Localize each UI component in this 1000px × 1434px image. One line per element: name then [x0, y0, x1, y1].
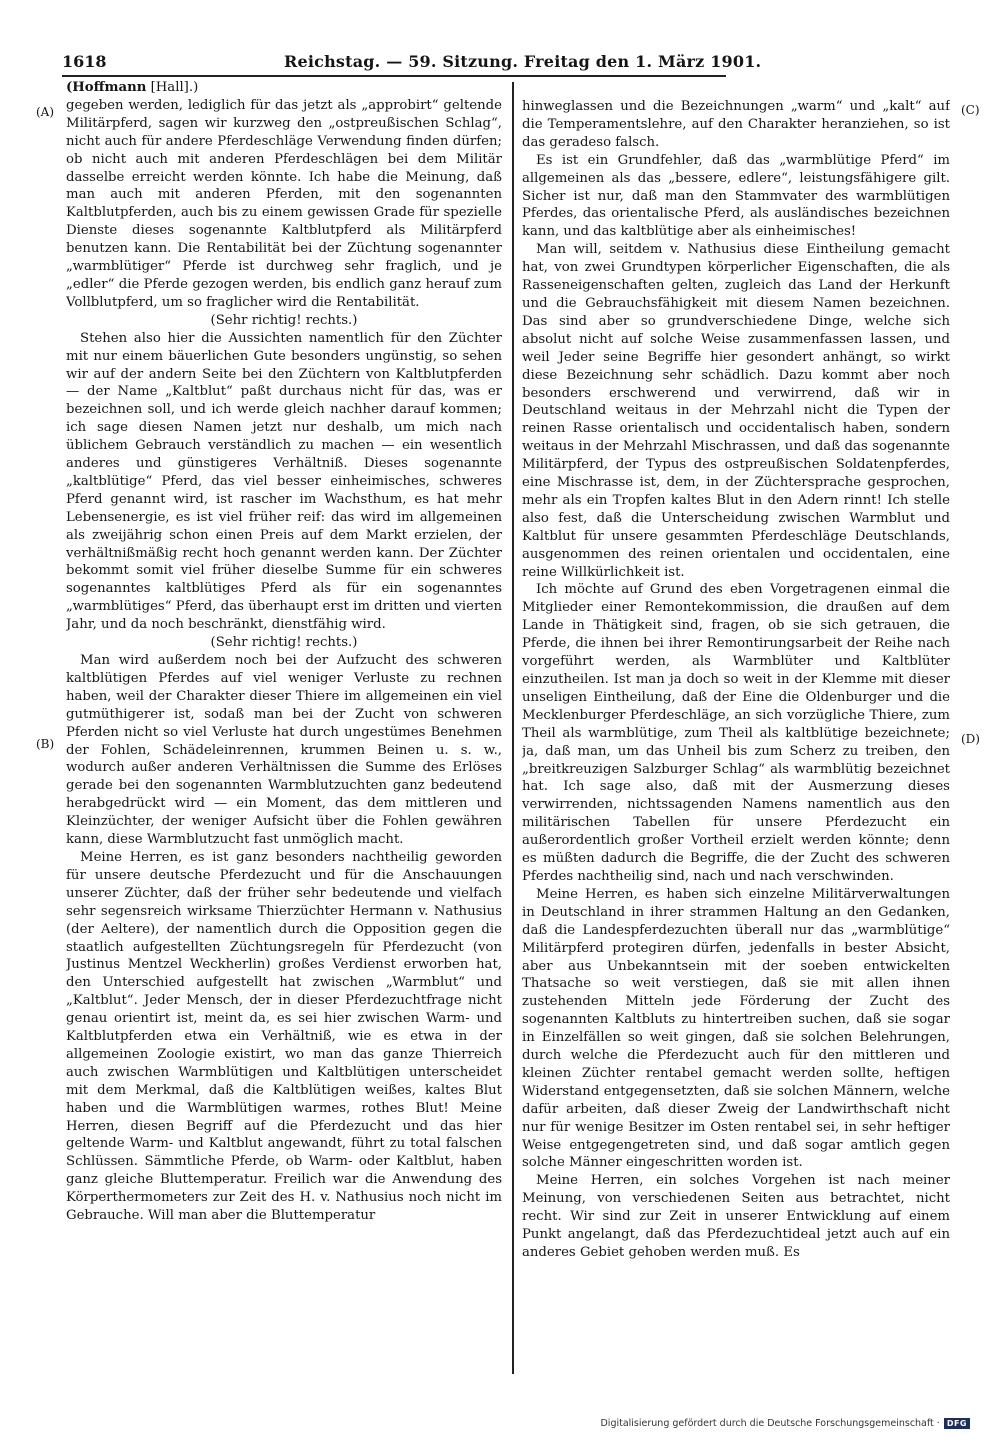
speaker-label	[66, 79, 502, 97]
header-rule	[62, 75, 726, 77]
paragraph: Meine Herren, es haben sich einzelne Militärverwaltungen in Deutschland in ihrer strammen Haltung an den Gedanken, daß die Landespferdezuchten überall nur das „warmblütige“ Militärpferd protegiren dürfen, jedenfalls in bester Absicht, aber aus Unbekanntsein mit der soeben entwickelten Thatsache so weit verstiegen, daß sie mit allen ihnen zustehenden Mitteln jede Förderung der Zucht des sogenannten Kaltbluts zu hintertreiben suchen, daß sie sogar in Einzelfällen so weit gingen, daß sie solchen Belehrungen, durch welche die Pferdezucht auch für den mittleren und kleinen Züchter rentabel gemacht werden sollte, heftigen Widerstand entgegensetzten, daß sie solchen Männern, welche dafür arbeiten, daß dieser Zweig der Landwirthschaft nicht nur für wenige Besitzer im Osten rentabel sei, in sehr heftiger Weise entgegengetreten sind, und daß sogar amtlich gegen solche Männer eingeschritten worden ist.	[522, 886, 950, 1171]
paragraph: Meine Herren, ein solches Vorgehen ist nach meiner Meinung, von verschiedenen Seiten aus betrachtet, nicht recht. Wir sind zur Zeit in unserer Entwicklung auf einem Punkt angelangt, daß das Pferdezuchtideal jetzt auch auf ein anderes Gebiet gehoben werden muß. Es	[522, 1173, 950, 1260]
margin-label-b: (B)	[36, 737, 55, 751]
interjection: (Sehr richtig! rechts.)	[210, 635, 358, 651]
interjection: (Sehr richtig! rechts.)	[210, 312, 358, 328]
credit-text: Digitalisierung gefördert durch die Deutsche Forschungsgemeinschaft ·	[600, 1418, 940, 1429]
running-title: Reichstag. — 59. Sitzung. Freitag den 1. März 1901.	[284, 52, 762, 71]
paragraph: Stehen also hier die Aussichten namentlich für den Züchter mit nur einem bäuerlichen Gute besonders ungünstig, so sehen wir auf der andern Seite bei den Züchtern von Kaltblutpferden — der Name „Kaltblut“ paßt durchaus nicht für das, was er bezeichnen soll, und ich werde gleich nachher darauf kommen; ich sage diesen Namen jetzt nur deshalb, um mich nach üblichem Gebrauch verständlich zu machen — ein wesentlich anderes und günstigeres Verhältniß. Dieses sogenannte „kaltblütige“ Pferd, das viel besser einheimisches, schweres Pferd genannt wird, ist rascher im Wachsthum, es hat mehr Lebensenergie, es ist viel früher reif: das wird im allgemeinen als zweijährig schon einen Preis auf dem Markt erzielen, der verhältnißmäßig recht hoch genannt werden kann. Der Züchter bekommt somit viel früher dieselbe Summe für ein schweres sogenanntes kaltblütiges Pferd als für ein sogenanntes „warmblütiges“ Pferd, das überhaupt erst im dritten und vierten Jahr, und da noch beschränkt, dienstfähig wird.	[66, 330, 502, 633]
paragraph: gegeben werden, lediglich für das jetzt als „approbirt“ geltende Militärpferd, sagen wir kurzweg den „ostpreußischen Schlag“, nicht auch für andere Pferdeschläge Verwendung finden dürfen; ob nicht auch mit anderen Pferdeschlägen bei dem Militär dasselbe erreicht werden könnte. Ich habe die Meinung, daß man auch mit anderen Pferden, mit den sogenannten Kaltblutpferden, auch bis zu einem gewissen Grade für spezielle Dienste dieses sogenannte Kaltblutpferd als Militärpferd benutzen kann. Die Rentabilität bei der Züchtung sogenannter „warmblütiger“ Pferde ist durchweg sehr fraglich, und je „edler“ die Pferde gezogen werden, bis endlich ganz herauf zum Vollblutpferd, um so fraglicher wird die Rentabilität.	[66, 97, 502, 310]
margin-label-d: (D)	[961, 732, 980, 746]
page-header	[62, 50, 762, 72]
left-column	[66, 79, 502, 1375]
paragraph: hinweglassen und die Bezeichnungen „warm“ und „kalt“ auf die Temperamentslehre, auf den Charakter heranziehen, so ist das geradeso falsch.	[522, 99, 950, 150]
dfg-logo: DFG	[944, 1418, 970, 1429]
margin-label-c: (C)	[961, 103, 980, 117]
speaker-place: [Hall].)	[146, 80, 199, 95]
right-column	[522, 98, 950, 1394]
paragraph: Man wird außerdem noch bei der Aufzucht des schweren kaltblütigen Pferdes auf viel weniger Verluste zu rechnen haben, weil der Charakter dieser Thiere im allgemeinen ein viel gutmüthigerer ist, sodaß man bei der Zucht von schweren Pferden nicht so viel Verluste hat durch ungestümes Benehmen der Fohlen, Schädeleinrennen, krummen Beinen u. s. w., wodurch außer anderen Verhältnissen die Summe des Erlöses gerade bei den sogenannten Warmblutzuchten ganz bedeutend herabgedrückt wird — ein Moment, das dem mittleren und Kleinzüchter, der weniger Aufsicht über die Fohlen gewähren kann, diese Warmblutzucht fast unmöglich macht.	[66, 653, 502, 848]
speaker-name: (Hoffmann	[66, 80, 147, 95]
paragraph: Meine Herren, es ist ganz besonders nachtheilig geworden für unsere deutsche Pferdezucht und für die Anschauungen unserer Züchter, daß der früher sehr bedeutende und vielfach sehr segensreich wirksame Thierzüchter Hermann v. Nathusius (der Aeltere), der namentlich durch die Opposition gegen die staatlich aufgestellten Züchtungsregeln für Pferdezucht (von Justinus Mentzel Weckherlin) großes Verdienst erworben hat, den Unterschied aufgestellt hat zwischen „Warmblut“ und „Kaltblut“. Jeder Mensch, der in dieser Pferdezuchtfrage nicht genau orientirt ist, meint da, es sei hier zwischen Warm- und Kaltblutpferden etwa ein Verhältniß, wie es etwa in der allgemeinen Zoologie existirt, wo man das ganze Thierreich auch zwischen Warmblütigen und Kaltblütigen unterscheidet mit dem Merkmal, daß die Kaltblütigen weißes, kaltes Blut haben und die Warmblütigen warmes, rothes Blut! Meine Herren, diesen Begriff auf die Pferdezucht und das hier geltende Warm- und Kaltblut angewandt, führt zu total falschen Schlüssen. Sämmtliche Pferde, ob Warm- oder Kaltblut, haben ganz gleiche Bluttemperatur. Freilich war die Anwendung des Körperthermometers zur Zeit des H. v. Nathusius noch nicht im Gebrauche. Will man aber die Bluttemperatur	[66, 849, 502, 1224]
page-number: 1618	[62, 52, 107, 71]
paragraph: Ich möchte auf Grund des eben Vorgetragenen einmal die Mitglieder einer Remontekommission, die draußen auf dem Lande in Thätigkeit sind, fragen, ob sie sich getrauen, die Pferde, die ihnen bei ihrer Remontirungsarbeit der Reihe nach vorgeführt werden, als Warmblüter und Kaltblüter einzutheilen. Ist man ja doch so weit in der Klemme mit dieser unseligen Eintheilung, daß der Eine die Oldenburger und die Mecklenburger Pferdeschläge, an sich vorzügliche Thiere, zum Theil als warmblütige, zum Theil als kaltblütige bezeichnete; ja, daß man, um das Unheil bis zum Scherz zu treiben, den „breitkreuzigen Salzburger Schlag“ als warmblütig bezeichnet hat. Ich sage also, daß mit der Ausmerzung dieses verwirrenden, nichtssagenden Namens namentlich aus den militärischen Tabellen für unsere Pferdezucht ein außerordentlich großer Vortheil erzielt werden könnte; denn es müßten dadurch die Begriffe, die der Zucht des schweren Pferdes nachtheilig sind, nach und nach verschwinden.	[522, 582, 950, 884]
paragraph: Es ist ein Grundfehler, daß das „warmblütige Pferd“ im allgemeinen als das „bessere, edlere“, leistungsfähigere gilt. Sicher ist nur, daß man den Stammvater des warmblütigen Pferdes, das orientalische Pferd, als ausländisches bezeichnen kann, und das kaltblütige aber als einheimisches!	[522, 152, 950, 240]
digitization-credit	[600, 1418, 970, 1429]
column-divider	[512, 82, 514, 1374]
paragraph: Man will, seitdem v. Nathusius diese Eintheilung gemacht hat, von zwei Grundtypen körperlicher Eigenschaften, die als Rasseneigenschaften gelten, zugleich das Land der Herkunft und die Gebrauchsfähigkeit mit diesem Namen bezeichnen. Das sind aber so grundverschiedene Dinge, welche sich absolut nicht auf solche Weise zusammenfassen lassen, und weil Jeder seine Begriffe hier gesondert anhängt, so wirkt diese Bezeichnung sehr schädlich. Dazu kommt aber noch besonders erschwerend und verwirrend, daß wir in Deutschland weitaus in der Mehrzahl nicht die Typen der reinen Rasse orientalisch und occidentalisch haben, sondern weitaus in der Mehrzahl Mischrassen, und daß das sogenannte Militärpferd, der Typus des ostpreußischen Soldatenpferdes, eine Mischrasse ist, dem, in der Züchtersprache gesprochen, mehr als ein Tropfen kaltes Blut in den Adern rinnt! Ich stelle also fest, daß die Unterscheidung zwischen Warmblut und Kaltblut für unsere gesammten Pferdeschläge Deutschlands, ausgenommen des reinen orientalen und occidentalen, eine reine Willkürlichkeit ist.	[522, 242, 950, 580]
margin-label-a: (A)	[36, 105, 55, 119]
